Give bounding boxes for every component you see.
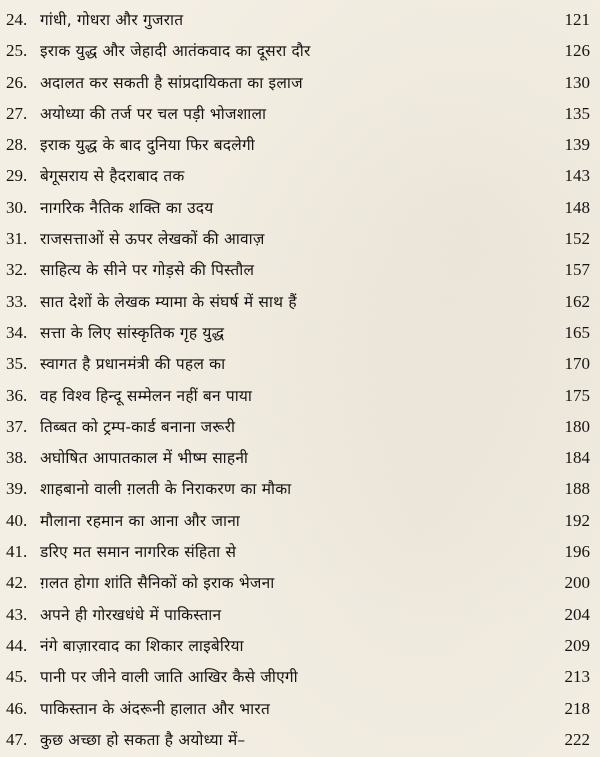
toc-entry xyxy=(6,223,590,254)
entry-number: 34. xyxy=(6,322,28,342)
toc-entry xyxy=(6,630,590,661)
entry-number: 42. xyxy=(6,573,28,593)
entry-number: 29. xyxy=(6,166,28,186)
entry-title: गांधी, गोधरा और गुजरात xyxy=(40,11,184,29)
entry-page-number: 188 xyxy=(564,479,590,499)
entry-number: 25. xyxy=(6,41,28,61)
entry-page-number: 180 xyxy=(564,416,590,436)
entry-page-number: 213 xyxy=(564,667,590,687)
entry-page-number: 184 xyxy=(564,448,590,468)
entry-page-number: 170 xyxy=(564,354,590,374)
entry-number: 47. xyxy=(6,729,28,749)
entry-title: सत्ता के लिए सांस्कृतिक गृह युद्ध xyxy=(40,323,225,342)
entry-page-number: 135 xyxy=(564,103,590,123)
entry-number: 35. xyxy=(6,354,28,374)
entry-page-number: 165 xyxy=(564,322,590,342)
entry-title: स्वागत है प्रधानमंत्री की पहल का xyxy=(40,355,226,374)
entry-page-number: 222 xyxy=(564,729,590,749)
toc-entry xyxy=(6,599,590,630)
entry-page-number: 139 xyxy=(564,135,590,155)
entry-title: तिब्बत को ट्रम्प-कार्ड बनाना जरूरी xyxy=(40,417,236,436)
entry-title: ग़लत होगा शांति सैनिकों को इराक भेजना xyxy=(40,574,275,593)
entry-number: 44. xyxy=(6,635,28,655)
entry-number: 30. xyxy=(6,197,28,217)
entry-title: अयोध्या की तर्ज पर चल पड़ी भोजशाला xyxy=(40,104,267,123)
toc-entry xyxy=(6,317,590,348)
entry-title: इराक युद्ध के बाद दुनिया फिर बदलेगी xyxy=(40,136,255,155)
entry-number: 45. xyxy=(6,667,28,687)
entry-page-number: 148 xyxy=(564,197,590,217)
toc-entry xyxy=(6,693,590,724)
entry-page-number: 175 xyxy=(564,385,590,405)
entry-title: कुछ अच्छा हो सकता है अयोध्या में– xyxy=(40,730,246,749)
entry-number: 41. xyxy=(6,542,28,562)
entry-number: 36. xyxy=(6,385,28,405)
entry-page-number: 130 xyxy=(564,72,590,92)
toc-entry xyxy=(6,286,590,317)
toc-entry xyxy=(6,348,590,379)
entry-page-number: 121 xyxy=(564,10,590,29)
toc-entry xyxy=(6,35,590,66)
toc-entry xyxy=(6,160,590,191)
entry-title: राजसत्ताओं से ऊपर लेखकों की आवाज़ xyxy=(40,230,265,249)
entry-page-number: 218 xyxy=(564,698,590,718)
entry-number: 38. xyxy=(6,448,28,468)
toc-entry xyxy=(6,4,590,35)
toc-entry xyxy=(6,380,590,411)
entry-page-number: 209 xyxy=(564,635,590,655)
entry-number: 37. xyxy=(6,416,28,436)
toc-entry xyxy=(6,254,590,285)
entry-number: 40. xyxy=(6,510,28,530)
toc-entry xyxy=(6,536,590,567)
entry-number: 43. xyxy=(6,604,28,624)
entry-number: 31. xyxy=(6,229,28,249)
toc-entry xyxy=(6,98,590,129)
toc-entry xyxy=(6,411,590,442)
toc-entry xyxy=(6,129,590,160)
entry-page-number: 200 xyxy=(564,573,590,593)
entry-page-number: 152 xyxy=(564,229,590,249)
toc-entry xyxy=(6,567,590,598)
toc-entry xyxy=(6,724,590,755)
entry-page-number: 196 xyxy=(564,542,590,562)
toc-entry xyxy=(6,473,590,504)
entry-title: पानी पर जीने वाली जाति आखिर कैसे जीएगी xyxy=(40,668,298,687)
toc-entry xyxy=(6,67,590,98)
entry-title: शाहबानो वाली ग़लती के निराकरण का मौका xyxy=(40,480,292,499)
entry-number: 28. xyxy=(6,135,28,155)
entry-number: 27. xyxy=(6,103,28,123)
table-of-contents xyxy=(6,4,590,755)
entry-number: 26. xyxy=(6,72,28,92)
entry-number: 46. xyxy=(6,698,28,718)
entry-number: 39. xyxy=(6,479,28,499)
entry-page-number: 204 xyxy=(564,604,590,624)
toc-entry xyxy=(6,442,590,473)
toc-entry xyxy=(6,192,590,223)
entry-page-number: 157 xyxy=(564,260,590,280)
toc-entry xyxy=(6,661,590,692)
entry-number: 33. xyxy=(6,291,28,311)
entry-title: मौलाना रहमान का आना और जाना xyxy=(40,511,241,530)
entry-title: सात देशों के लेखक म्यामा के संघर्ष में साथ हैं xyxy=(40,292,297,311)
entry-number: 24. xyxy=(6,10,28,29)
entry-page-number: 126 xyxy=(564,41,590,61)
entry-title: पाकिस्तान के अंदरूनी हालात और भारत xyxy=(40,699,270,718)
entry-page-number: 162 xyxy=(564,291,590,311)
entry-number: 32. xyxy=(6,260,28,280)
entry-title: नागरिक नैतिक शक्ति का उदय xyxy=(40,198,214,217)
entry-title: अपने ही गोरखधंधे में पाकिस्तान xyxy=(40,605,222,624)
entry-title: अघोषित आपातकाल में भीष्म साहनी xyxy=(40,449,249,468)
entry-page-number: 143 xyxy=(564,166,590,186)
entry-title: इराक युद्ध और जेहादी आतंकवाद का दूसरा दौर xyxy=(40,42,311,61)
entry-title: नंगे बाज़ारवाद का शिकार लाइबेरिया xyxy=(40,636,244,655)
entry-title: अदालत कर सकती है सांप्रदायिकता का इलाज xyxy=(40,73,303,92)
entry-title: साहित्य के सीने पर गोड़से की पिस्तौल xyxy=(40,261,255,280)
entry-title: वह विश्व हिन्दू सम्मेलन नहीं बन पाया xyxy=(40,386,253,405)
toc-entry xyxy=(6,505,590,536)
entry-page-number: 192 xyxy=(564,510,590,530)
entry-title: डरिए मत समान नागरिक संहिता से xyxy=(40,543,237,562)
entry-title: बेगूसराय से हैदराबाद तक xyxy=(40,167,185,186)
